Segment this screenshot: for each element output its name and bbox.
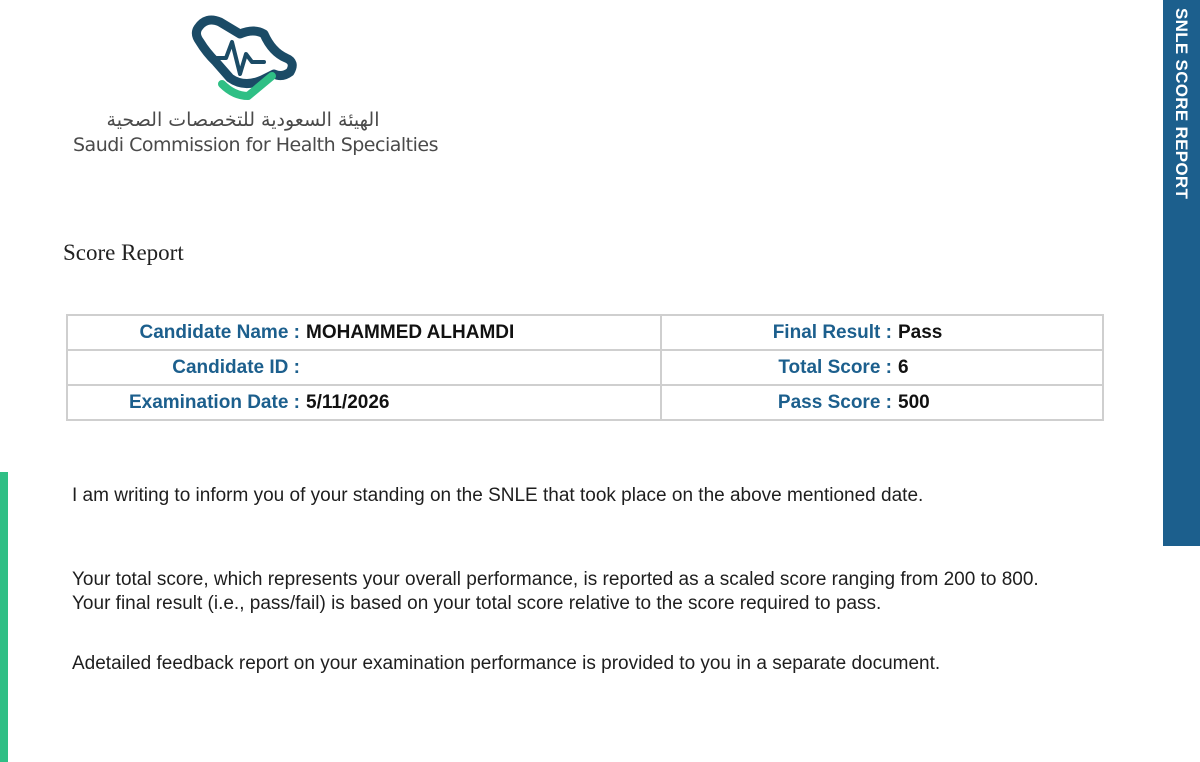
left-accent-stripe [0, 472, 8, 762]
org-name-arabic: الهيئة السعودية للتخصصات الصحية [106, 109, 380, 131]
side-tab-label: SNLE SCORE REPORT [1172, 8, 1191, 200]
total-score-value: 6 [898, 356, 909, 378]
candidate-name-value: MOHAMMED ALHAMDI [306, 321, 515, 343]
examination-date-label: Examination Date : [128, 391, 300, 413]
examination-date-cell [67, 385, 661, 420]
final-result-label: Final Result : [772, 321, 892, 343]
examination-date-value: 5/11/2026 [306, 391, 390, 413]
table-row [67, 350, 1103, 385]
org-name-english: Saudi Commission for Health Specialties [73, 134, 438, 156]
pass-score-value: 500 [898, 391, 930, 413]
scfhs-logo-icon [184, 8, 300, 104]
pass-score-label: Pass Score : [777, 391, 892, 413]
candidate-id-label: Candidate ID : [172, 356, 300, 378]
table-row [67, 315, 1103, 350]
candidate-name-cell [67, 315, 661, 350]
pass-score-cell [661, 385, 1103, 420]
final-result-cell [661, 315, 1103, 350]
body-paragraph-scoring: Your total score, which represents your overall performance, is reported as a scaled score ranging from 200 to 800. Your final result (i.e., pass/fail) is based on your total score relative to the score required to pass. [72, 569, 1039, 614]
total-score-label: Total Score : [778, 356, 892, 378]
total-score-cell [661, 350, 1103, 385]
report-title: Score Report [63, 240, 184, 265]
candidate-id-cell [67, 350, 661, 385]
candidate-name-label: Candidate Name : [139, 321, 300, 343]
body-paragraph-standing: I am writing to inform you of your standing on the SNLE that took place on the above mentioned date. [72, 485, 924, 506]
final-result-value: Pass [898, 321, 943, 343]
candidate-info-table [66, 314, 1104, 421]
table-row [67, 385, 1103, 420]
body-paragraph-feedback: Adetailed feedback report on your examination performance is provided to you in a separate document. [72, 653, 941, 674]
